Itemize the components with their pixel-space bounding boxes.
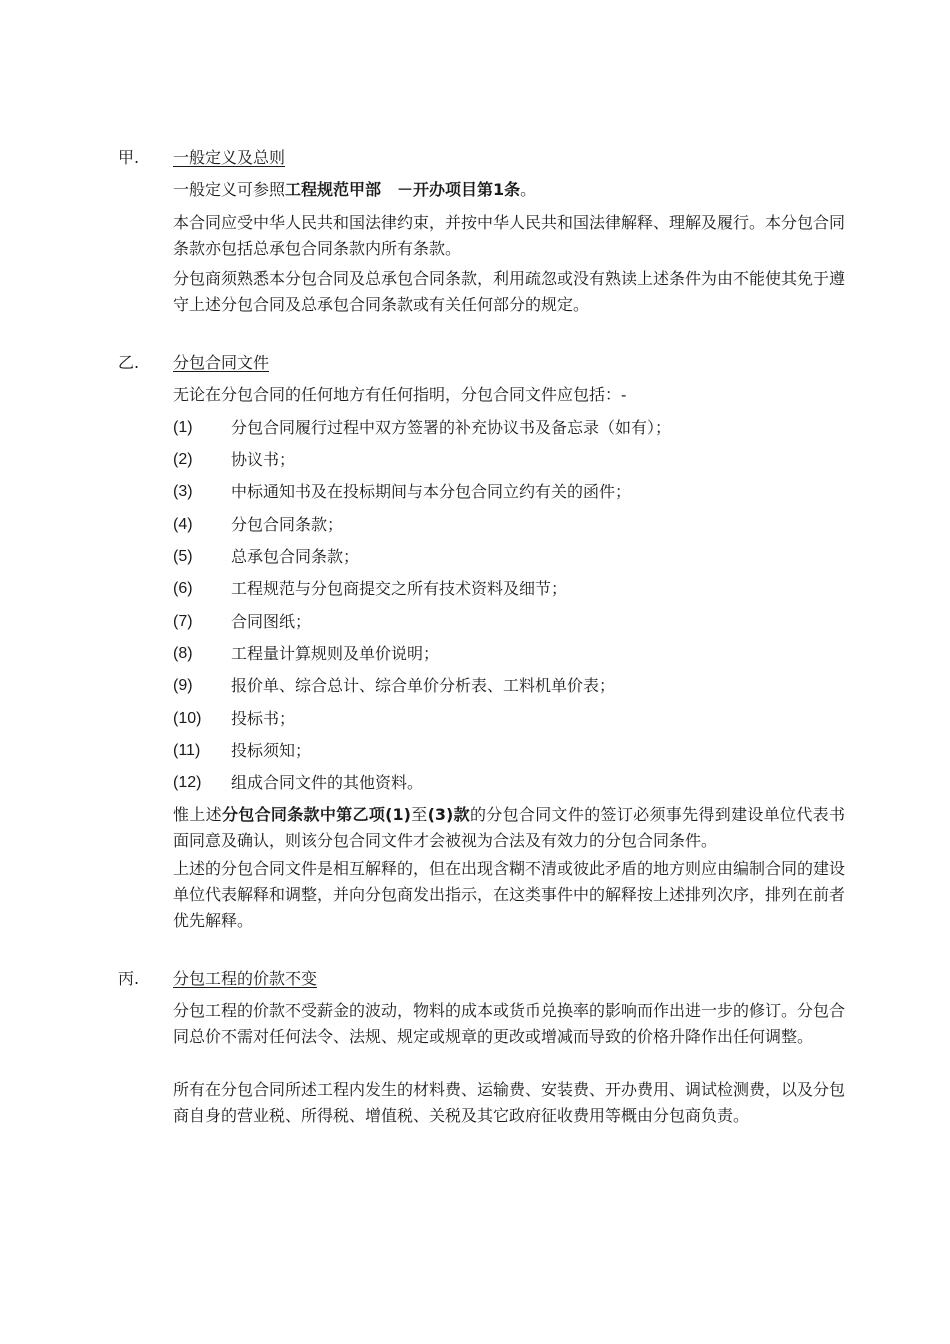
item-number: (12) [173, 774, 202, 791]
text-run: 惟上述 [173, 805, 222, 824]
text-run: 的分包合同文件的签订必须事先得到建设单位代表书面同意及确认，则该分包合同文件才会被视为合法及有效力的分包合同条件。 [173, 805, 845, 850]
item-number: (4) [173, 516, 193, 533]
paragraph: 分包工程的价款不受薪金的波动，物料的成本或货币兑换率的影响而作出进一步的修订。分包合同总价不需对任何法令、法规、规定或规章的更改或增减而导致的价格升降作出任何调整。 [173, 1001, 846, 1046]
item-number: (8) [173, 645, 193, 662]
bold-reference: (3)款 [427, 805, 470, 824]
paragraph [173, 177, 845, 203]
item-number: (2) [173, 451, 193, 468]
item-number: (9) [173, 677, 193, 694]
paragraph [173, 802, 845, 854]
item-number: (3) [173, 483, 193, 500]
item-text: 分包合同履行过程中双方签署的补充协议书及备忘录（如有）； [231, 418, 672, 437]
item-text: 报价单、综合总计、综合单价分析表、工料机单价表； [231, 676, 616, 695]
paragraph: 所有在分包合同所述工程内发生的材料费、运输费、安装费、开办费用、调试检测费，以及分包商自身的营业税、所得税、增值税、关税及其它政府征收费用等概由分包商负责。 [173, 1080, 846, 1125]
bold-reference: 分包合同条款中第乙项(1) [221, 805, 411, 824]
item-text: 总承包合同条款； [231, 547, 360, 566]
item-text: 合同图纸； [231, 612, 312, 631]
item-number: (1) [173, 419, 193, 436]
item-text: 投标书； [231, 709, 296, 728]
paragraph: 无论在分包合同的任何地方有任何指明，分包合同文件应包括：- [173, 385, 627, 404]
text-run: 一般定义可参照 [173, 180, 286, 199]
text-run: 至 [410, 805, 428, 824]
item-text: 工程规范与分包商提交之所有技术资料及细节； [231, 579, 568, 598]
section-number: 丙. [118, 969, 140, 988]
paragraph: 上述的分包合同文件是相互解释的，但在出现含糊不清或彼此矛盾的地方则应由编制合同的建设单位代表解释和调整，并向分包商发出指示，在这类事件中的解释按上述排列次序，排列在前者优先解释。 [173, 859, 846, 930]
item-text: 协议书； [231, 450, 296, 469]
section-number: 甲. [118, 148, 140, 167]
paragraph: 本合同应受中华人民共和国法律约束，并按中华人民共和国法律解释、理解及履行。本分包合同条款亦包括总承包合同条款内所有条款。 [173, 213, 846, 258]
section-title: 分包工程的价款不变 [173, 969, 318, 988]
item-text: 分包合同条款； [231, 515, 344, 534]
text-run: 。 [520, 180, 537, 199]
section-number: 乙. [118, 353, 140, 372]
item-text: 投标须知； [231, 741, 312, 760]
paragraph: 分包商须熟悉本分包合同及总承包合同条款，利用疏忽或没有熟读上述条件为由不能使其免于遵守上述分包合同及总承包合同条款或有关任何部分的规定。 [173, 269, 846, 314]
item-text: 组成合同文件的其他资料。 [231, 773, 424, 792]
item-number: (6) [173, 580, 193, 597]
item-number: (11) [173, 742, 201, 759]
item-number: (10) [173, 710, 202, 727]
item-number: (5) [173, 548, 193, 565]
bold-reference: 工程规范甲部 －开办项目第1条 [285, 180, 521, 199]
item-text: 中标通知书及在投标期间与本分包合同立约有关的函件； [231, 482, 632, 501]
section-title: 分包合同文件 [173, 353, 270, 372]
item-number: (7) [173, 613, 193, 630]
section-title: 一般定义及总则 [173, 148, 286, 167]
item-text: 工程量计算规则及单价说明； [231, 644, 440, 663]
